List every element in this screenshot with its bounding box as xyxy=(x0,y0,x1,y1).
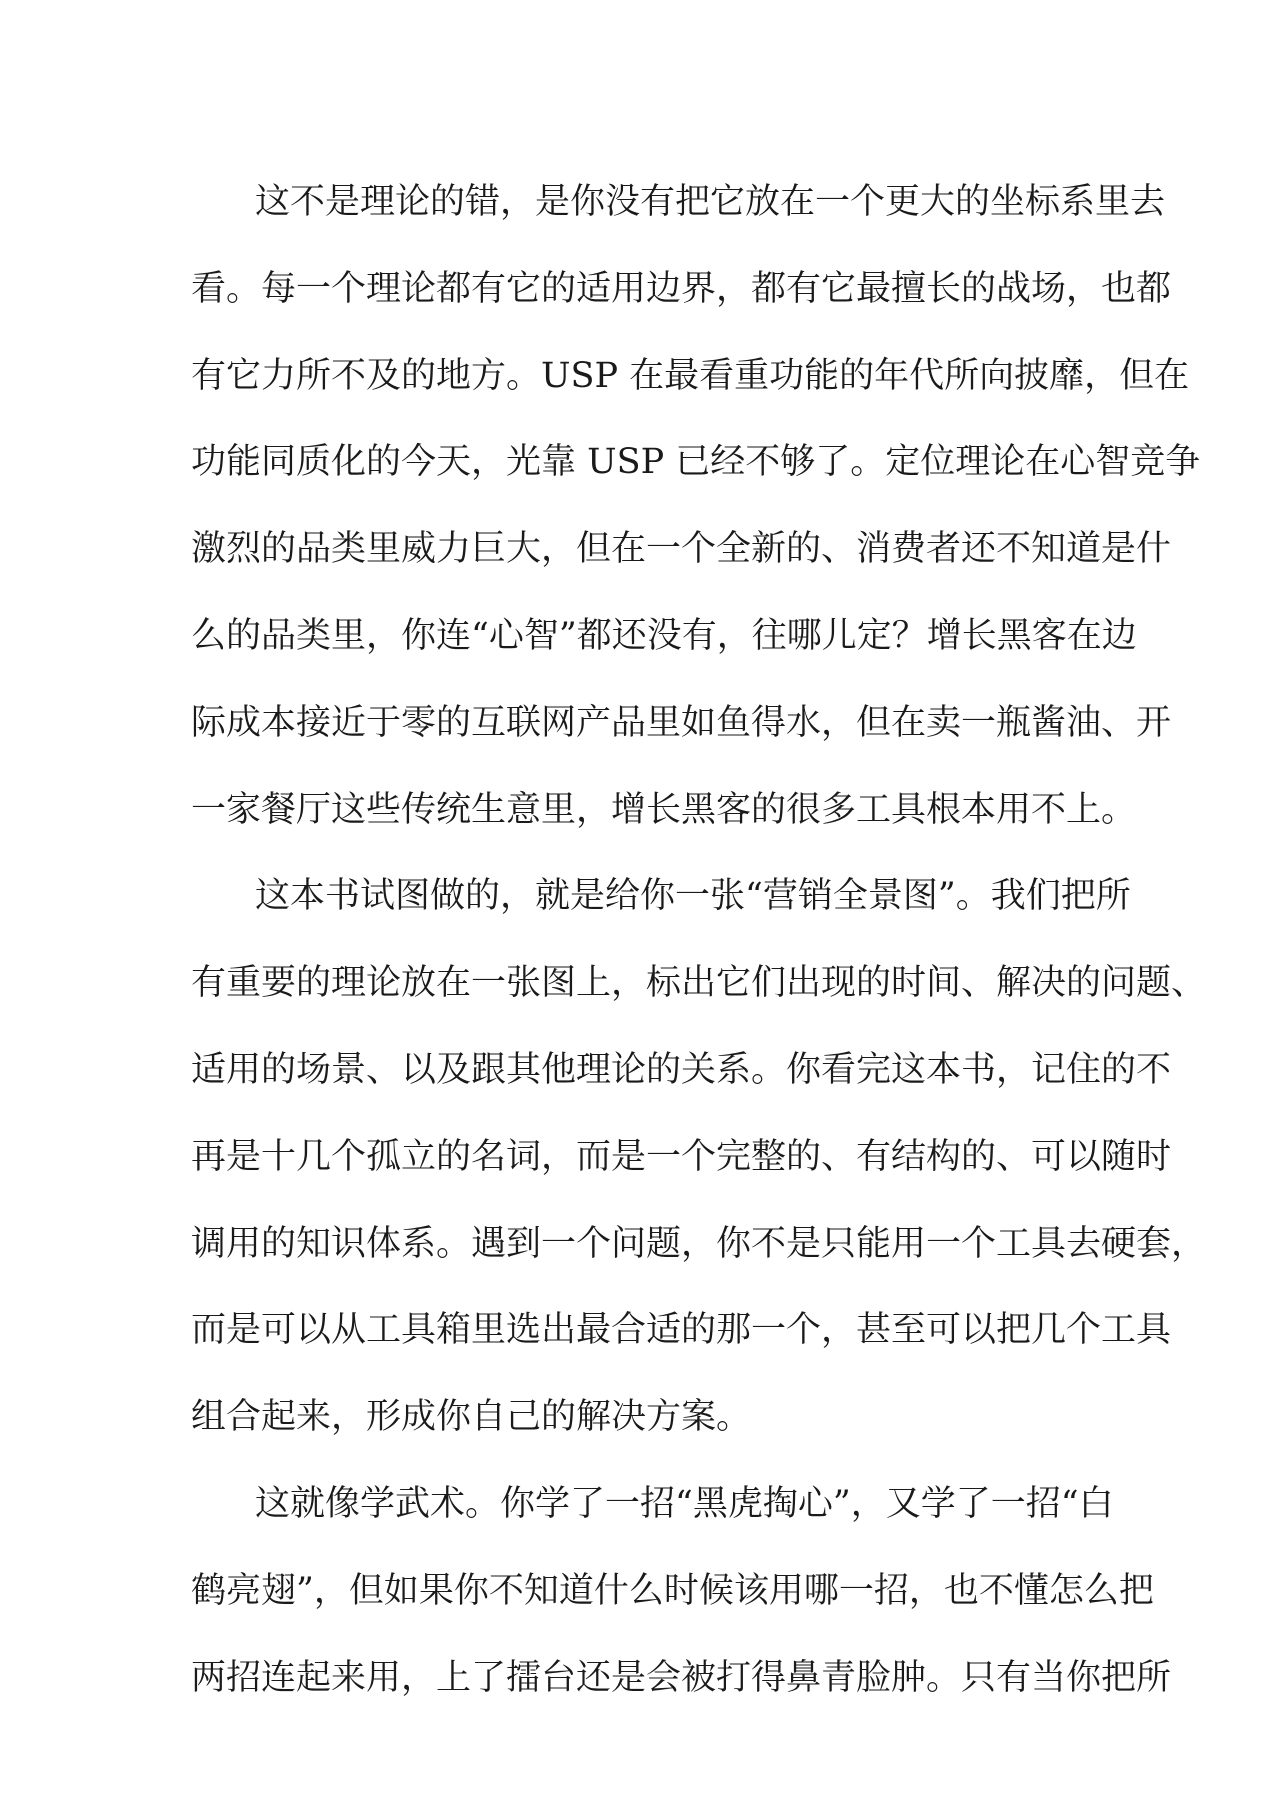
text-line: 一家餐厅这些传统生意里，增长黑客的很多工具根本用不上。 xyxy=(191,789,1137,830)
text-line: 这就像学武术。你学了一招“黑虎掏心”，又学了一招“白 xyxy=(255,1483,1114,1524)
text-line: 际成本接近于零的互联网产品里如鱼得水，但在卖一瓶酱油、开 xyxy=(191,702,1172,743)
text-line: 调用的知识体系。遇到一个问题，你不是只能用一个工具去硬套， xyxy=(191,1223,1207,1264)
text-line: 功能同质化的今天，光靠 USP 已经不够了。定位理论在心智竞争 xyxy=(191,442,1201,483)
text-line: 这不是理论的错，是你没有把它放在一个更大的坐标系里去 xyxy=(255,182,1166,222)
paragraph-2 xyxy=(191,853,1207,1461)
text-line: 鹤亮翅”，但如果你不知道什么时候该用哪一招，也不懂怎么把 xyxy=(191,1570,1154,1611)
text-line: 两招连起来用，上了擂台还是会被打得鼻青脸肿。只有当你把所 xyxy=(191,1657,1172,1698)
paragraph-1 xyxy=(191,159,1201,853)
text-line: 有重要的理论放在一张图上，标出它们出现的时间、解决的问题、 xyxy=(191,963,1207,1004)
text-line: 这本书试图做的，就是给你一张“营销全景图”。我们把所 xyxy=(255,876,1131,917)
text-line: 组合起来，形成你自己的解决方案。 xyxy=(191,1397,752,1438)
text-line: 么的品类里，你连“心智”都还没有，往哪儿定？增长黑客在边 xyxy=(191,615,1137,656)
text-line: 激烈的品类里威力巨大，但在一个全新的、消费者还不知道是什 xyxy=(191,529,1172,570)
text-line: 有它力所不及的地方。USP 在最看重功能的年代所向披靡，但在 xyxy=(191,355,1190,396)
text-line: 适用的场景、以及跟其他理论的关系。你看完这本书，记住的不 xyxy=(191,1049,1172,1090)
text-line: 看。每一个理论都有它的适用边界，都有它最擅长的战场，也都 xyxy=(191,268,1172,309)
text-line: 而是可以从工具箱里选出最合适的那一个，甚至可以把几个工具 xyxy=(191,1310,1172,1351)
body-text xyxy=(191,159,1207,1721)
paragraph-3 xyxy=(191,1461,1172,1721)
text-line: 再是十几个孤立的名词，而是一个完整的、有结构的、可以随时 xyxy=(191,1136,1172,1177)
